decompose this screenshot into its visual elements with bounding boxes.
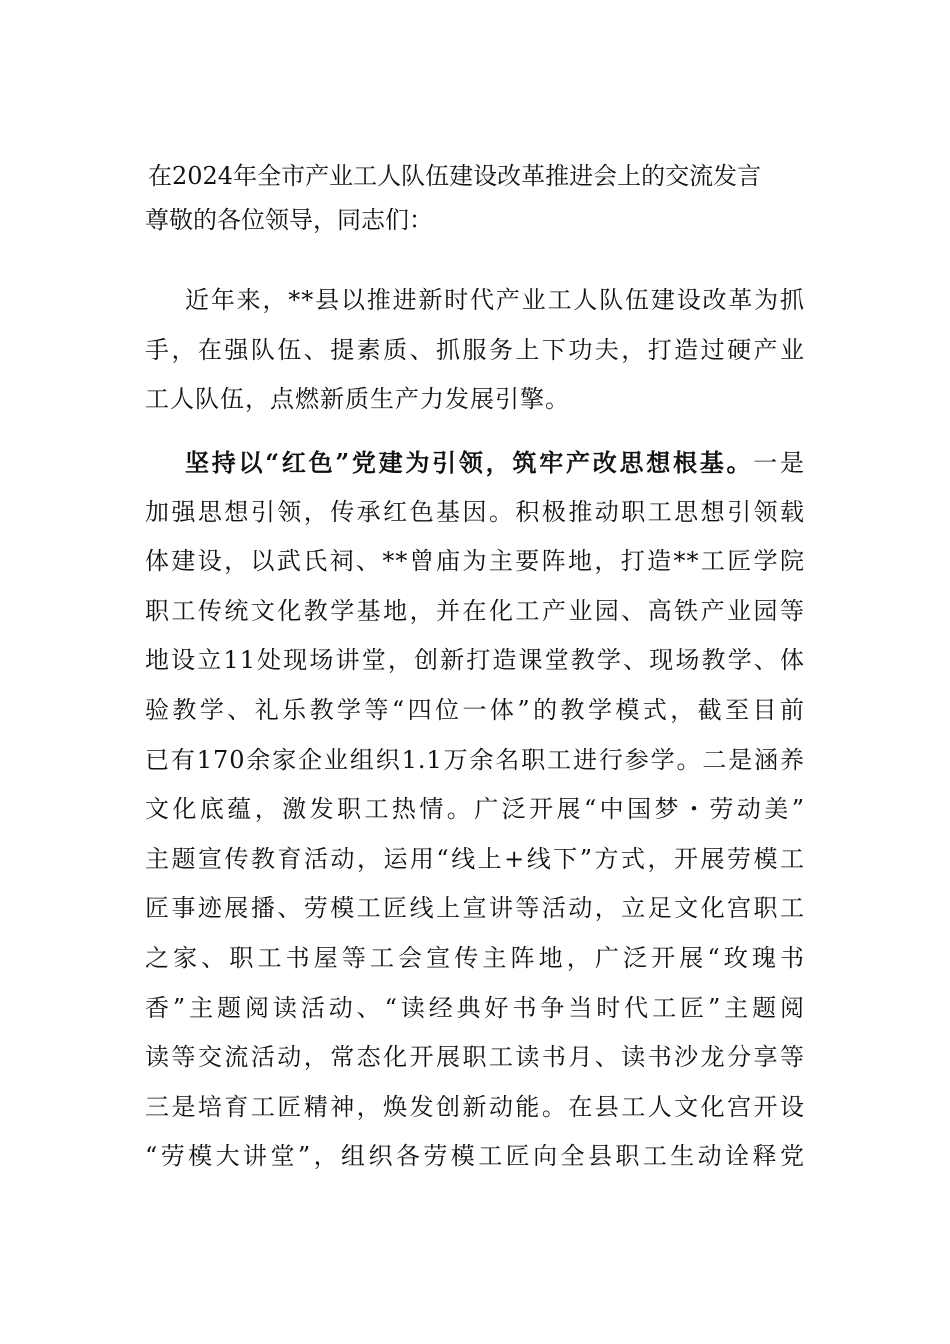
section-1-line: 读等交流活动，常态化开展职工读书月、读书沙龙分享等 [145,1043,805,1072]
section-1-line: 三是培育工匠精神，焕发创新动能。在县工人文化宫开设 [145,1092,805,1121]
section-1-line: 香”主题阅读活动、“读经典好书争当时代工匠”主题阅 [145,993,805,1022]
section-1-first-line-rest: 一是 [753,449,806,477]
section-1-paragraph [145,438,805,1182]
section-1-line: 匠事迹展播、劳模工匠线上宣讲等活动，立足文化宫职工 [145,894,805,923]
section-1-line: 之家、职工书屋等工会宣传主阵地，广泛开展“玫瑰书 [145,943,805,972]
intro-line: 近年来，**县以推进新时代产业工人队伍建设改革为抓 [185,286,805,314]
section-1-line: “劳模大讲堂”，组织各劳模工匠向全县职工生动诠释党 [145,1142,805,1171]
section-1-line: 加强思想引领，传承红色基因。积极推动职工思想引领载 [145,497,805,526]
section-1-line: 职工传统文化教学基地，并在化工产业园、高铁产业园等 [145,596,805,625]
intro-line: 手，在强队伍、提素质、抓服务上下功夫，打造过硬产业 [145,335,805,364]
section-1-line: 文化底蕴，激发职工热情。广泛开展“中国梦・劳动美” [145,795,805,824]
section-1-line: 验教学、礼乐教学等“四位一体”的教学模式，截至目前 [145,695,805,724]
section-1-line: 主题宣传教育活动，运用“线上+线下”方式，开展劳模工 [145,844,805,873]
section-1-line: 已有170余家企业组织1.1万余名职工进行参学。二是涵养 [145,745,805,774]
salutation: 尊敬的各位领导，同志们： [145,206,433,234]
section-1-line: 地设立11处现场讲堂，创新打造课堂教学、现场教学、体 [145,646,805,675]
section-1-first-line [145,438,805,488]
section-1-line: 体建设，以武氏祠、**曾庙为主要阵地，打造**工匠学院 [145,547,805,576]
document-title: 在2024年全市产业工人队伍建设改革推进会上的交流发言 [148,162,762,190]
section-1-heading: 坚持以“红色”党建为引领，筑牢产改思想根基。 [185,448,754,477]
intro-line: 工人队伍，点燃新质生产力发展引擎。 [145,385,570,414]
intro-paragraph [145,276,805,425]
